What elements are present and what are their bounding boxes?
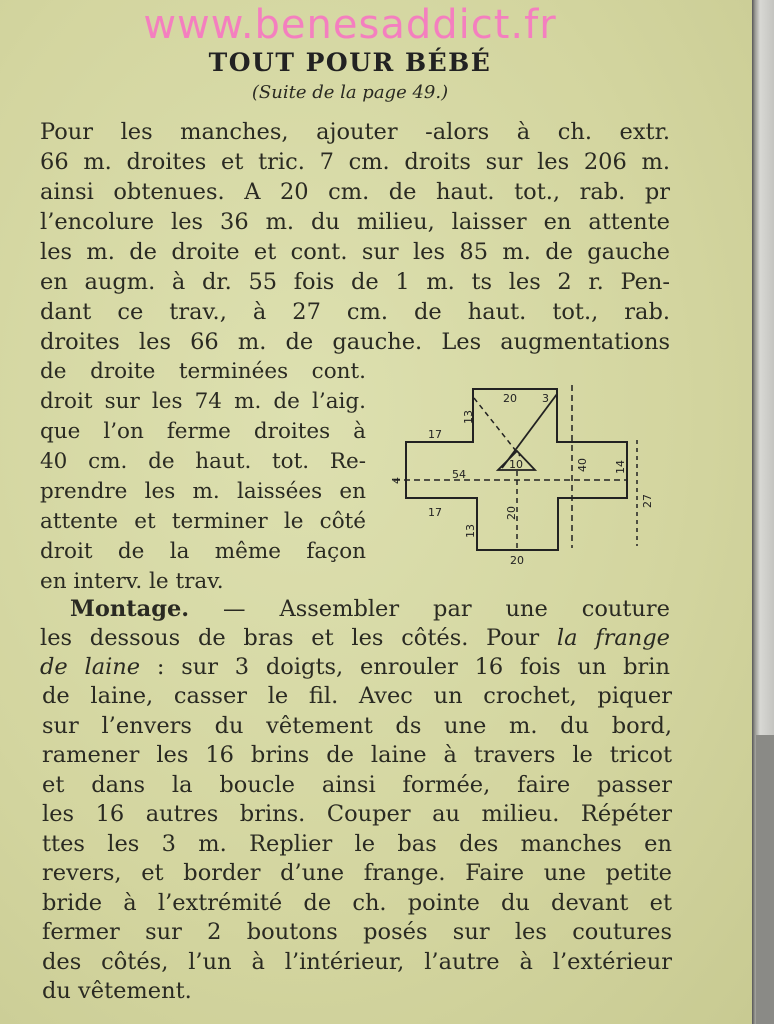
label-total-height: 27	[641, 494, 654, 508]
text-line: ainsi obtenues. A 20 cm. de haut. tot., rab. pr	[40, 179, 670, 205]
text-line: fermer sur 2 boutons posés sur les coutures	[42, 919, 672, 945]
label-arm-end: 4	[390, 477, 403, 484]
dashed-diagonal	[474, 398, 520, 456]
text-line: droit de la même façon	[40, 539, 366, 564]
text-line: les dessous de bras et les côtés. Pour la frange	[40, 625, 670, 651]
text-line: droites les 66 m. de gauche. Les augmentations	[40, 329, 670, 355]
text-line: revers, et border d’une frange. Faire une petite	[42, 860, 672, 886]
label-corner: 3	[542, 392, 549, 405]
text-line: sur l’envers du vêtement ds une m. du bord,	[42, 712, 672, 739]
text-line: Montage. — Assembler par une couture	[70, 596, 670, 622]
page-title: TOUT POUR BÉBÉ	[208, 48, 492, 77]
text-line: Pour les manches, ajouter -alors à ch. extr.	[40, 119, 670, 145]
text-line: ttes les 3 m. Replier le bas des manches en	[42, 830, 672, 857]
text-line: de laine : sur 3 doigts, enrouler 16 fois un brin	[40, 654, 670, 680]
text-line: 40 cm. de haut. tot. Re-	[40, 449, 366, 474]
text-line: des côtés, l’un à l’intérieur, l’autre à l’extérieur	[42, 948, 672, 975]
label-bottom-side: 13	[464, 524, 477, 538]
text-line: du vêtement.	[42, 978, 192, 1004]
text-line: en augm. à dr. 55 fois de 1 m. ts les 2 r. Pen-	[40, 269, 670, 295]
text-line: droit sur les 74 m. de l’aig.	[40, 389, 366, 414]
text-line: les 16 autres brins. Couper au milieu. Répéter	[42, 801, 672, 827]
label-body-height: 40	[576, 458, 589, 472]
page-edge	[752, 0, 774, 1024]
watermark: www.benesaddict.fr	[143, 2, 557, 48]
pattern-diagram	[390, 380, 670, 570]
section-heading: Montage.	[70, 596, 190, 622]
label-arm-length: 54	[452, 468, 466, 481]
text-line: les m. de droite et cont. sur les 85 m. de gauche	[40, 239, 670, 265]
label-left-arm-bottom: 17	[428, 506, 442, 519]
text-line: de droite terminées cont.	[40, 359, 366, 384]
text-line: attente et terminer le côté	[40, 509, 366, 534]
subtitle: (Suite de la page 49.)	[251, 82, 449, 103]
label-bottom-width: 20	[510, 554, 524, 567]
text-line: 66 m. droites et tric. 7 cm. droits sur les 206 m.	[40, 149, 670, 175]
text-line: et dans la boucle ainsi formée, faire passer	[42, 771, 672, 798]
text-line: que l’on ferme droites à	[40, 419, 366, 444]
label-top-width: 20	[503, 392, 517, 405]
label-left-arm-top: 17	[428, 428, 442, 441]
text-line: l’encolure les 36 m. du milieu, laisser en attente	[40, 209, 670, 235]
label-lower-height: 20	[505, 506, 518, 520]
text-line: dant ce trav., à 27 cm. de haut. tot., rab.	[40, 299, 670, 325]
label-top-side: 13	[462, 410, 475, 424]
text-line: prendre les m. laissées en	[40, 479, 366, 504]
text-line: ramener les 16 brins de laine à travers le tricot	[42, 742, 672, 768]
text-line: de laine, casser le fil. Avec un crochet, piquer	[42, 683, 672, 709]
text-line: en interv. le trav.	[40, 569, 224, 594]
label-sleeve-width: 14	[614, 460, 627, 474]
text-line: bride à l’extrémité de ch. pointe du devant et	[42, 889, 672, 916]
label-neck: 10	[509, 458, 523, 471]
